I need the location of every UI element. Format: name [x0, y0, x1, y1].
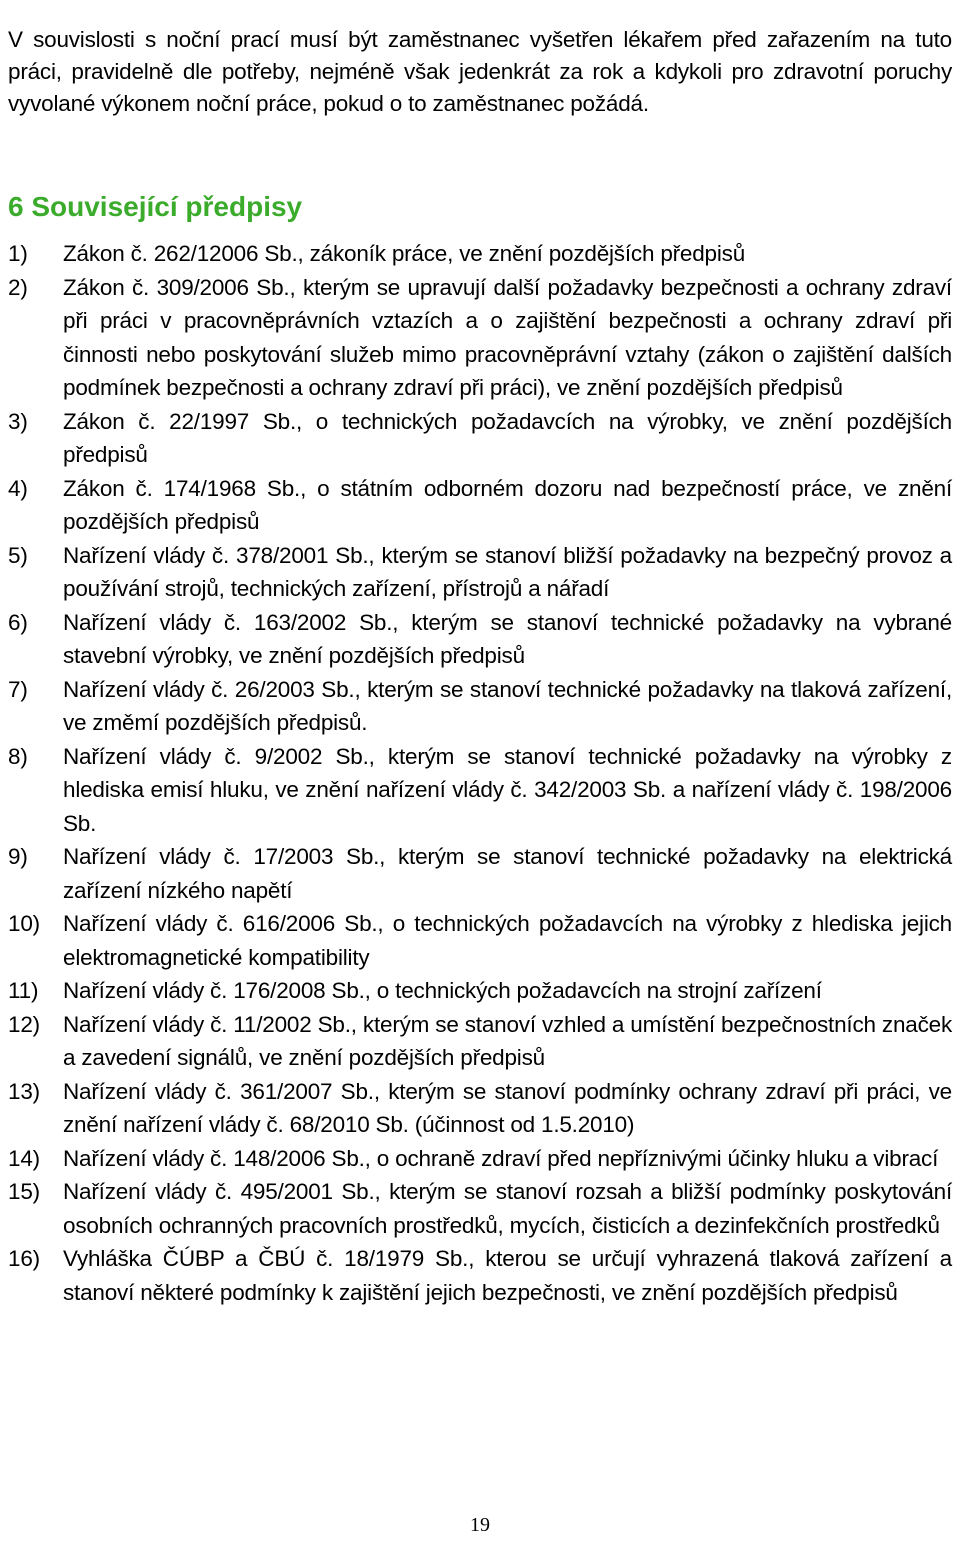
- list-item-number: 10): [8, 911, 40, 936]
- list-item-text: Zákon č. 22/1997 Sb., o technických požadavcích na výrobky, ve znění pozdějších předpisů: [63, 408, 952, 467]
- list-item-number: 5): [8, 542, 28, 568]
- list-item: [8, 1142, 952, 1176]
- list-item-number: 7): [8, 676, 28, 702]
- list-item-text: Nařízení vlády č. 176/2008 Sb., o technických požadavcích na strojní zařízení: [63, 978, 822, 1003]
- list-item: [8, 1008, 952, 1075]
- list-item-number: 13): [8, 1078, 40, 1104]
- list-item-number: 8): [8, 743, 28, 769]
- list-item-text: Zákon č. 174/1968 Sb., o státním odborném dozoru nad bezpečností práce, ve znění pozdějších předpisů: [63, 475, 952, 534]
- list-item-text: Nařízení vlády č. 361/2007 Sb., kterým se stanoví podmínky ochrany zdraví při práci, ve znění nařízení vlády č. 68/2010 Sb. (účinnost od 1.5.2010): [63, 1078, 952, 1137]
- section-heading: 6 Související předpisy: [8, 191, 303, 223]
- list-item-text: Nařízení vlády č. 9/2002 Sb., kterým se stanoví technické požadavky na výrobky z hlediska emisí hluku, ve znění nařízení vlády č. 342/2003 Sb. a nařízení vlády č. 198/2006 Sb.: [63, 743, 952, 836]
- list-item-text: Vyhláška ČÚBP a ČBÚ č. 18/1979 Sb., kterou se určují vyhrazená tlaková zařízení a stanoví některé podmínky k zajištění jejich bezpečnosti, ve znění pozdějších předpisů: [63, 1246, 952, 1305]
- list-item-number: 12): [8, 1011, 40, 1037]
- list-item: [8, 1075, 952, 1142]
- list-item: [8, 1242, 952, 1309]
- list-item: [8, 405, 952, 472]
- list-item-text: Nařízení vlády č. 26/2003 Sb., kterým se stanoví technické požadavky na tlaková zařízení, ve změmí pozdějších předpisů.: [63, 676, 952, 735]
- list-item: [8, 472, 952, 539]
- list-item-text: Nařízení vlády č. 378/2001 Sb., kterým se stanoví bližší požadavky na bezpečný provoz a používání strojů, technických zařízení, přístrojů a nářadí: [63, 542, 952, 601]
- list-item: [8, 237, 952, 271]
- list-item: [8, 673, 952, 740]
- list-item-text: Nařízení vlády č. 148/2006 Sb., o ochraně zdraví před nepříznivými účinky hluku a vibrací: [63, 1145, 939, 1171]
- list-item-number: 11): [8, 978, 39, 1003]
- list-item-text: Nařízení vlády č. 163/2002 Sb., kterým se stanoví technické požadavky na vybrané stavební výrobky, ve znění pozdějších předpisů: [63, 609, 952, 668]
- list-item-number: 1): [8, 241, 28, 266]
- list-item: [8, 974, 952, 1008]
- list-item-number: 3): [8, 408, 28, 434]
- list-item-text: Nařízení vlády č. 11/2002 Sb., kterým se stanoví vzhled a umístění bezpečnostních značek a zavedení signálů, ve znění pozdějších předpisů: [63, 1011, 952, 1070]
- list-item: [8, 840, 952, 907]
- list-item-number: 9): [8, 844, 28, 869]
- list-item-text: Zákon č. 309/2006 Sb., kterým se upravují další požadavky bezpečnosti a ochrany zdraví při práci v pracovněprávních vztazích a o zajištění bezpečnosti a ochrany zdraví při činnosti nebo poskytování služeb mimo pracovněprávní vztahy (zákon o zajištění dalších podmínek bezpečnosti a ochrany zdraví při práci), ve znění pozdějších předpisů: [63, 274, 952, 400]
- list-item: [8, 740, 952, 841]
- list-item: [8, 907, 952, 974]
- list-item-number: 16): [8, 1246, 40, 1271]
- list-item: [8, 271, 952, 405]
- list-item: [8, 606, 952, 673]
- list-item-number: 4): [8, 475, 28, 501]
- list-item-text: Zákon č. 262/12006 Sb., zákoník práce, ve znění pozdějších předpisů: [63, 241, 746, 266]
- intro-paragraph: V souvislosti s noční prací musí být zaměstnanec vyšetřen lékařem před zařazením na tuto práci, pravidelně dle potřeby, nejméně však jedenkrát za rok a kdykoli pro zdravotní poruchy vyvolané výkonem noční práce, pokud o to zaměstnanec požádá.: [8, 26, 952, 116]
- list-item: [8, 1175, 952, 1242]
- list-item-number: 2): [8, 274, 28, 300]
- list-item-text: Nařízení vlády č. 17/2003 Sb., kterým se stanoví technické požadavky na elektrická zařízení nízkého napětí: [63, 844, 952, 903]
- list-item-number: 6): [8, 609, 28, 635]
- regulations-list: [8, 237, 952, 1309]
- page-number: 19: [470, 1514, 490, 1536]
- list-item: [8, 539, 952, 606]
- list-item-number: 15): [8, 1179, 40, 1204]
- list-item-text: Nařízení vlády č. 495/2001 Sb., kterým se stanoví rozsah a bližší podmínky poskytování osobních ochranných pracovních prostředků, mycích, čisticích a dezinfekčních prostředků: [63, 1179, 952, 1238]
- list-item-number: 14): [8, 1145, 40, 1171]
- list-item-text: Nařízení vlády č. 616/2006 Sb., o technických požadavcích na výrobky z hlediska jejich elektromagnetické kompatibility: [63, 911, 952, 970]
